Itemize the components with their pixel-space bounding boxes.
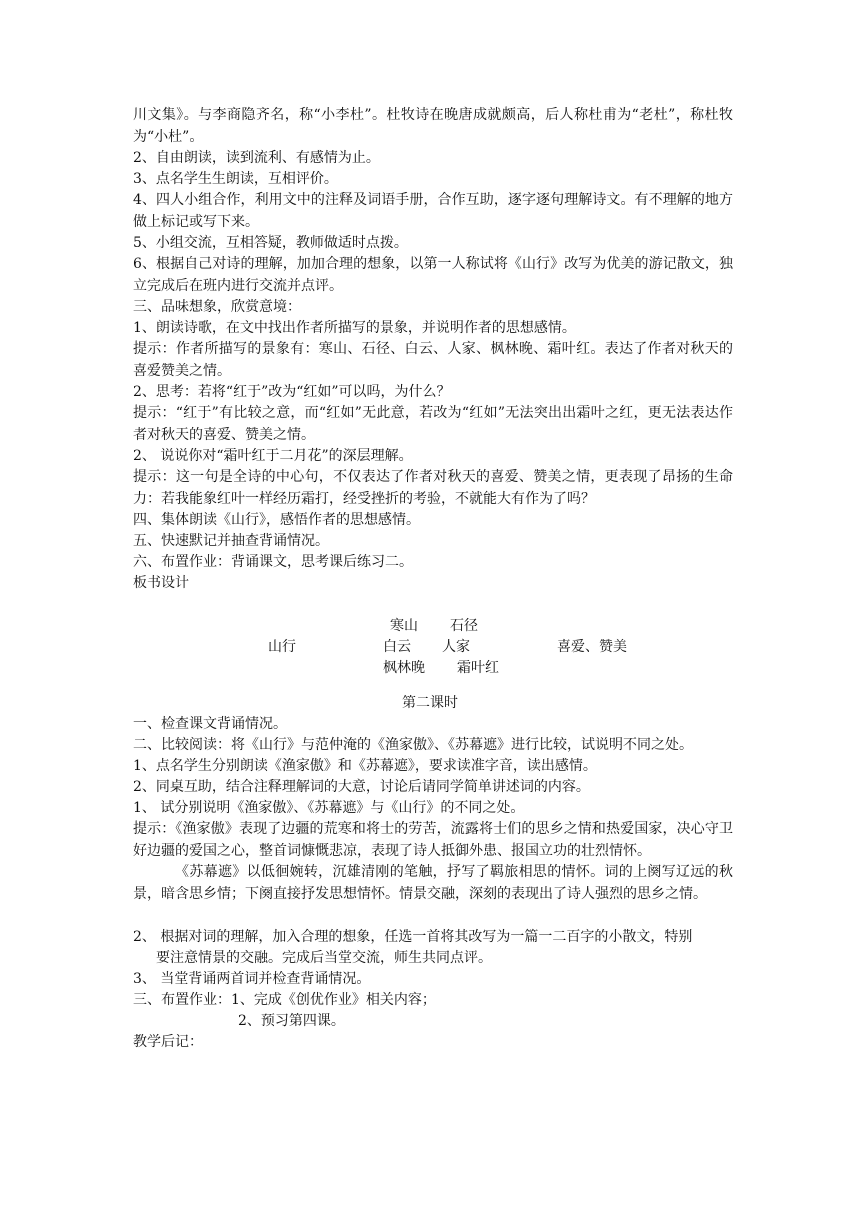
homework-1: 三、布置作业：1、完成《创优作业》相关内容； bbox=[133, 992, 436, 1008]
section-3-heading: 三、品味想象，欣赏意境： bbox=[133, 299, 301, 315]
lesson-2-hint: 提示：《渔家傲》表现了边疆的荒寒和将士的劳苦，流露将士们的思乡之情和热爱国家，决心守卫好边疆的爱国之心，整首词慷慨悲凉，表现了诗人抵御外患、报国立功的壮烈情怀。 bbox=[133, 821, 733, 859]
hint-2: 提示：“红于”有比较之意，而“红如”无此意，若改为“红如”无法突出出霜叶之红，更无法表达作者对秋天的喜爱、赞美之情。 bbox=[133, 405, 733, 443]
board-xiai: 喜爱、赞美 bbox=[557, 639, 627, 655]
hint-3: 提示：这一句是全诗的中心句，不仅表达了作者对秋天的喜爱、赞美之情，更表现了昂扬的生命力：若我能象红叶一样经历霜打，经受挫折的考验，不就能大有作为了吗？ bbox=[133, 469, 733, 507]
board-shanxing: 山行 bbox=[268, 639, 296, 655]
board-renjia: 人家 bbox=[442, 639, 470, 655]
step-5: 5、小组交流，互相答疑，教师做适时点拨。 bbox=[133, 235, 408, 251]
section-5-heading: 五、快速默记并抽查背诵情况。 bbox=[133, 533, 329, 549]
section-4-heading: 四、集体朗读《山行》，感悟作者的思想感情。 bbox=[133, 512, 420, 528]
homework-2: 2、预习第四课。 bbox=[238, 1013, 345, 1029]
hint-1: 提示：作者所描写的景象有：寒山、石径、白云、人家、枫林晚、霜叶红。表达了作者对秋天的喜爱赞美之情。 bbox=[133, 341, 733, 379]
board-hanshan: 寒山 bbox=[390, 618, 418, 634]
board-shuangye: 霜叶红 bbox=[457, 660, 499, 676]
board-fenglin: 枫林晚 bbox=[383, 660, 425, 676]
lesson-2-section-1: 一、检查课文背诵情况。 bbox=[133, 716, 287, 732]
board-design-title: 板书设计 bbox=[133, 575, 189, 591]
lesson-2-hint-b: 《苏幕遮》以低徊婉转，沉雄清刚的笔触，抒写了羁旅相思的情怀。词的上阕写辽远的秋景，暗含思乡情；下阕直接抒发思想情怀。情景交融，深刻的表现出了诗人强烈的思乡之情。 bbox=[133, 864, 733, 902]
lesson-2-step-3: 1、 试分别说明《渔家傲》、《苏幕遮》与《山行》的不同之处。 bbox=[133, 800, 525, 816]
step-6: 6、根据自己对诗的理解，加加合理的想象，以第一人称试将《山行》改写为优美的游记散文，独立完成后在班内进行交流并点评。 bbox=[133, 256, 733, 294]
board-baiyun: 白云 bbox=[383, 639, 411, 655]
step-4: 4、四人小组合作，利用文中的注释及词语手册，合作互助，逐字逐句理解诗文。有不理解的地方做上标记或写下来。 bbox=[133, 192, 733, 230]
lesson-2-step-4b: 要注意情景的交融。完成后当堂交流，师生共同点评。 bbox=[156, 950, 492, 966]
teaching-notes: 教学后记： bbox=[133, 1034, 203, 1050]
lesson-2-title: 第二课时 bbox=[402, 695, 458, 711]
lesson-2-step-1: 1、点名学生分别朗读《渔家傲》和《苏幕遮》，要求读准字音，读出感情。 bbox=[133, 758, 597, 774]
question-1: 1、朗读诗歌，在文中找出作者所描写的景象，并说明作者的思想感情。 bbox=[133, 320, 576, 336]
intro-paragraph: 川文集》。与李商隐齐名，称“小李杜”。杜牧诗在晚唐成就颇高，后人称杜甫为“老杜”，称杜牧为“小杜”。 bbox=[133, 107, 733, 145]
board-shijing: 石径 bbox=[450, 618, 478, 634]
lesson-2-step-2: 2、同桌互助，结合注释理解词的大意，讨论后请同学简单讲述词的内容。 bbox=[133, 779, 590, 795]
section-6-heading: 六、布置作业：背诵课文，思考课后练习二。 bbox=[133, 554, 413, 570]
lesson-2-step-5: 3、 当堂背诵两首词并检查背诵情况。 bbox=[133, 971, 371, 987]
question-3: 2、 说说你对“霜叶红于二月花”的深层理解。 bbox=[133, 448, 413, 464]
question-2: 2、思考：若将“红于”改为“红如”可以吗，为什么？ bbox=[133, 384, 451, 400]
step-3: 3、点名学生生朗读，互相评价。 bbox=[133, 171, 338, 187]
lesson-2-step-4a: 2、 根据对词的理解，加入合理的想象，任选一首将其改写为一篇一二百字的小散文，特别 bbox=[133, 929, 693, 945]
step-2: 2、自由朗读，读到流利、有感情为止。 bbox=[133, 150, 380, 166]
lesson-2-section-2: 二、比较阅读：将《山行》与范仲淹的《渔家傲》、《苏幕遮》进行比较，试说明不同之处。 bbox=[133, 737, 693, 753]
